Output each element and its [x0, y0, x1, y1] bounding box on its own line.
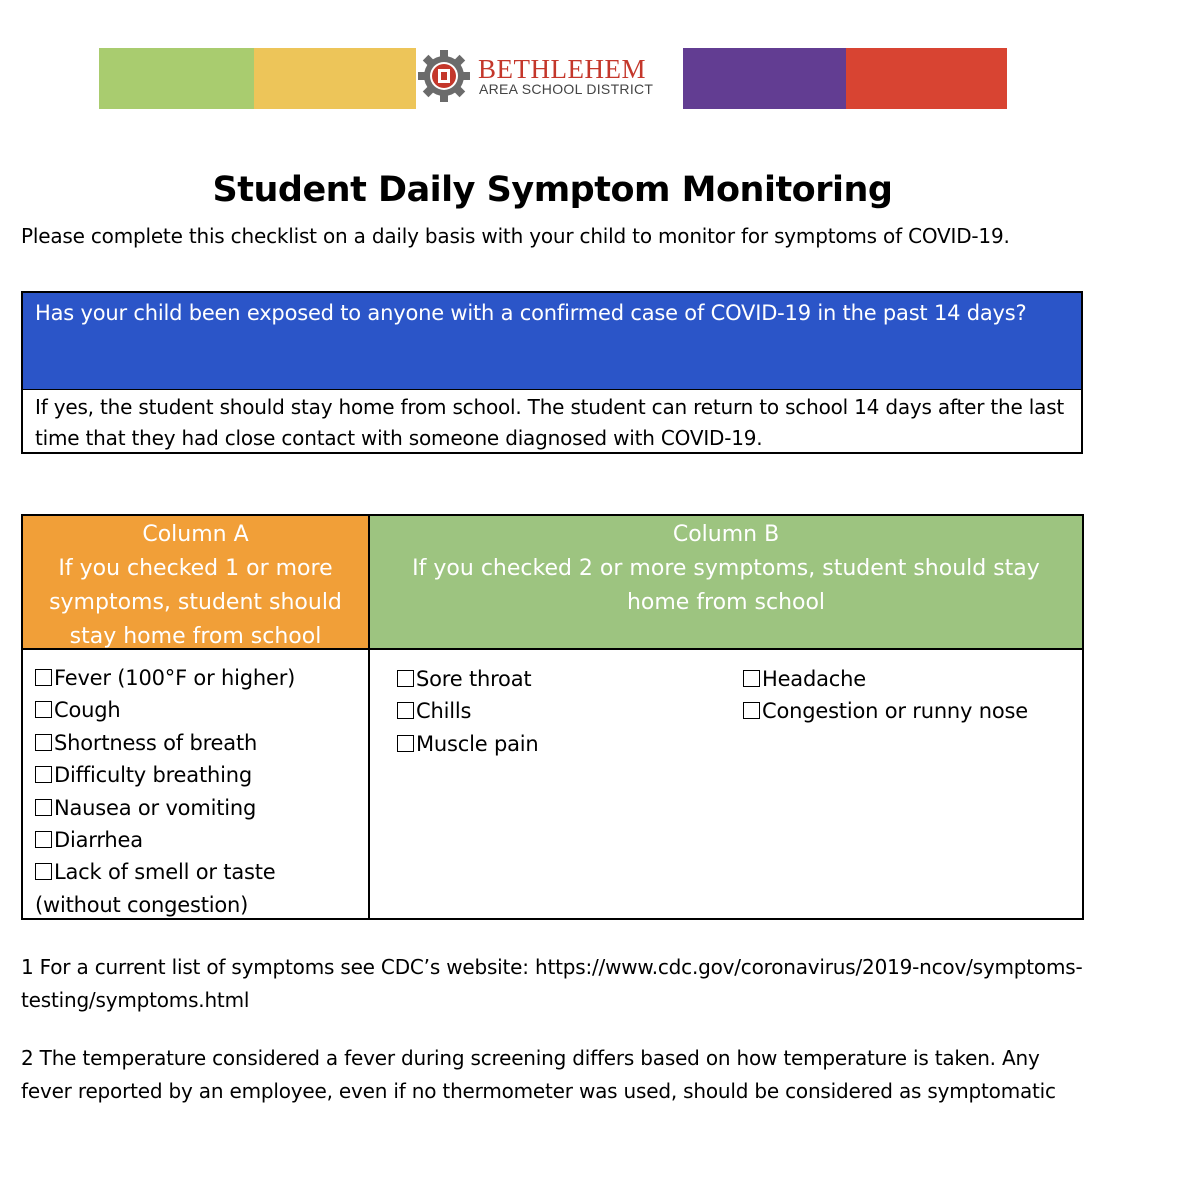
symptom-item[interactable]: Diarrhea — [35, 824, 368, 856]
checkbox[interactable] — [397, 735, 414, 752]
symptoms-table — [21, 514, 1084, 920]
intro-text: Please complete this checklist on a daily basis with your child to monitor for symptoms of COVID-19. — [21, 224, 1010, 248]
checkbox[interactable] — [35, 669, 52, 686]
column-b-header — [370, 516, 1082, 650]
symptom-item[interactable]: Nausea or vomiting — [35, 792, 368, 824]
district-logo — [418, 50, 680, 106]
symptom-item[interactable]: Fever (100°F or higher) — [35, 662, 368, 694]
footnote-2: 2 The temperature considered a fever during screening differs based on how temperature is taken. Any fever reported by an employee, even if no thermometer was used, should be considered as symptomatic — [21, 1046, 1056, 1103]
symptom-item[interactable]: Chills — [397, 695, 539, 727]
column-a-subtitle: If you checked 1 or more symptoms, student should stay home from school — [49, 556, 342, 649]
column-a-list — [23, 650, 370, 918]
symptom-item[interactable]: Muscle pain — [397, 728, 539, 760]
symptom-item[interactable]: Sore throat — [397, 663, 539, 695]
column-a-title: Column A — [142, 522, 249, 547]
checkbox[interactable] — [35, 701, 52, 718]
logo-subtitle: AREA SCHOOL DISTRICT — [479, 81, 654, 97]
exposure-answer: If yes, the student should stay home from school. The student can return to school 14 days after the last time that they had close contact with someone diagnosed with COVID-19. — [35, 395, 1065, 450]
header-bar-yellow — [254, 48, 416, 109]
checkbox[interactable] — [35, 799, 52, 816]
page-title: Student Daily Symptom Monitoring — [212, 170, 893, 210]
logo-name: BETHLEHEM — [478, 54, 646, 84]
symptom-item[interactable]: Headache — [743, 663, 1028, 695]
checkbox[interactable] — [397, 670, 414, 687]
checkbox[interactable] — [35, 734, 52, 751]
exposure-table — [21, 291, 1083, 454]
symptom-item[interactable]: Cough — [35, 694, 368, 726]
symptom-item[interactable]: Shortness of breath — [35, 727, 368, 759]
column-b-subtitle: If you checked 2 or more symptoms, student should stay home from school — [412, 556, 1040, 615]
column-b-list — [370, 650, 1082, 918]
header-bar-purple — [683, 48, 846, 109]
footnote-1: 1 For a current list of symptoms see CDC’s website: https://www.cdc.gov/coronavirus/2019-ncov/symptoms-testing/symptoms.html — [21, 955, 1083, 1012]
checkbox[interactable] — [35, 766, 52, 783]
column-b-list-left — [397, 663, 539, 760]
exposure-question: Has your child been exposed to anyone with a confirmed case of COVID-19 in the past 14 days? — [23, 293, 1081, 390]
header-bar-green — [99, 48, 254, 109]
column-b-list-right — [743, 663, 1028, 728]
checkbox[interactable] — [743, 670, 760, 687]
symptom-item-note: (without congestion) — [35, 892, 249, 917]
gear-logo-icon — [418, 50, 470, 102]
symptom-item[interactable]: Congestion or runny nose — [743, 695, 1028, 727]
symptom-item[interactable]: Difficulty breathing — [35, 759, 368, 791]
checkbox[interactable] — [743, 702, 760, 719]
column-b-title: Column B — [672, 522, 780, 547]
checkbox[interactable] — [35, 863, 52, 880]
symptom-item[interactable]: Lack of smell or taste — [35, 856, 368, 888]
header-bar-red — [846, 48, 1007, 109]
checkbox[interactable] — [35, 831, 52, 848]
checkbox[interactable] — [397, 702, 414, 719]
column-a-header — [23, 516, 370, 650]
